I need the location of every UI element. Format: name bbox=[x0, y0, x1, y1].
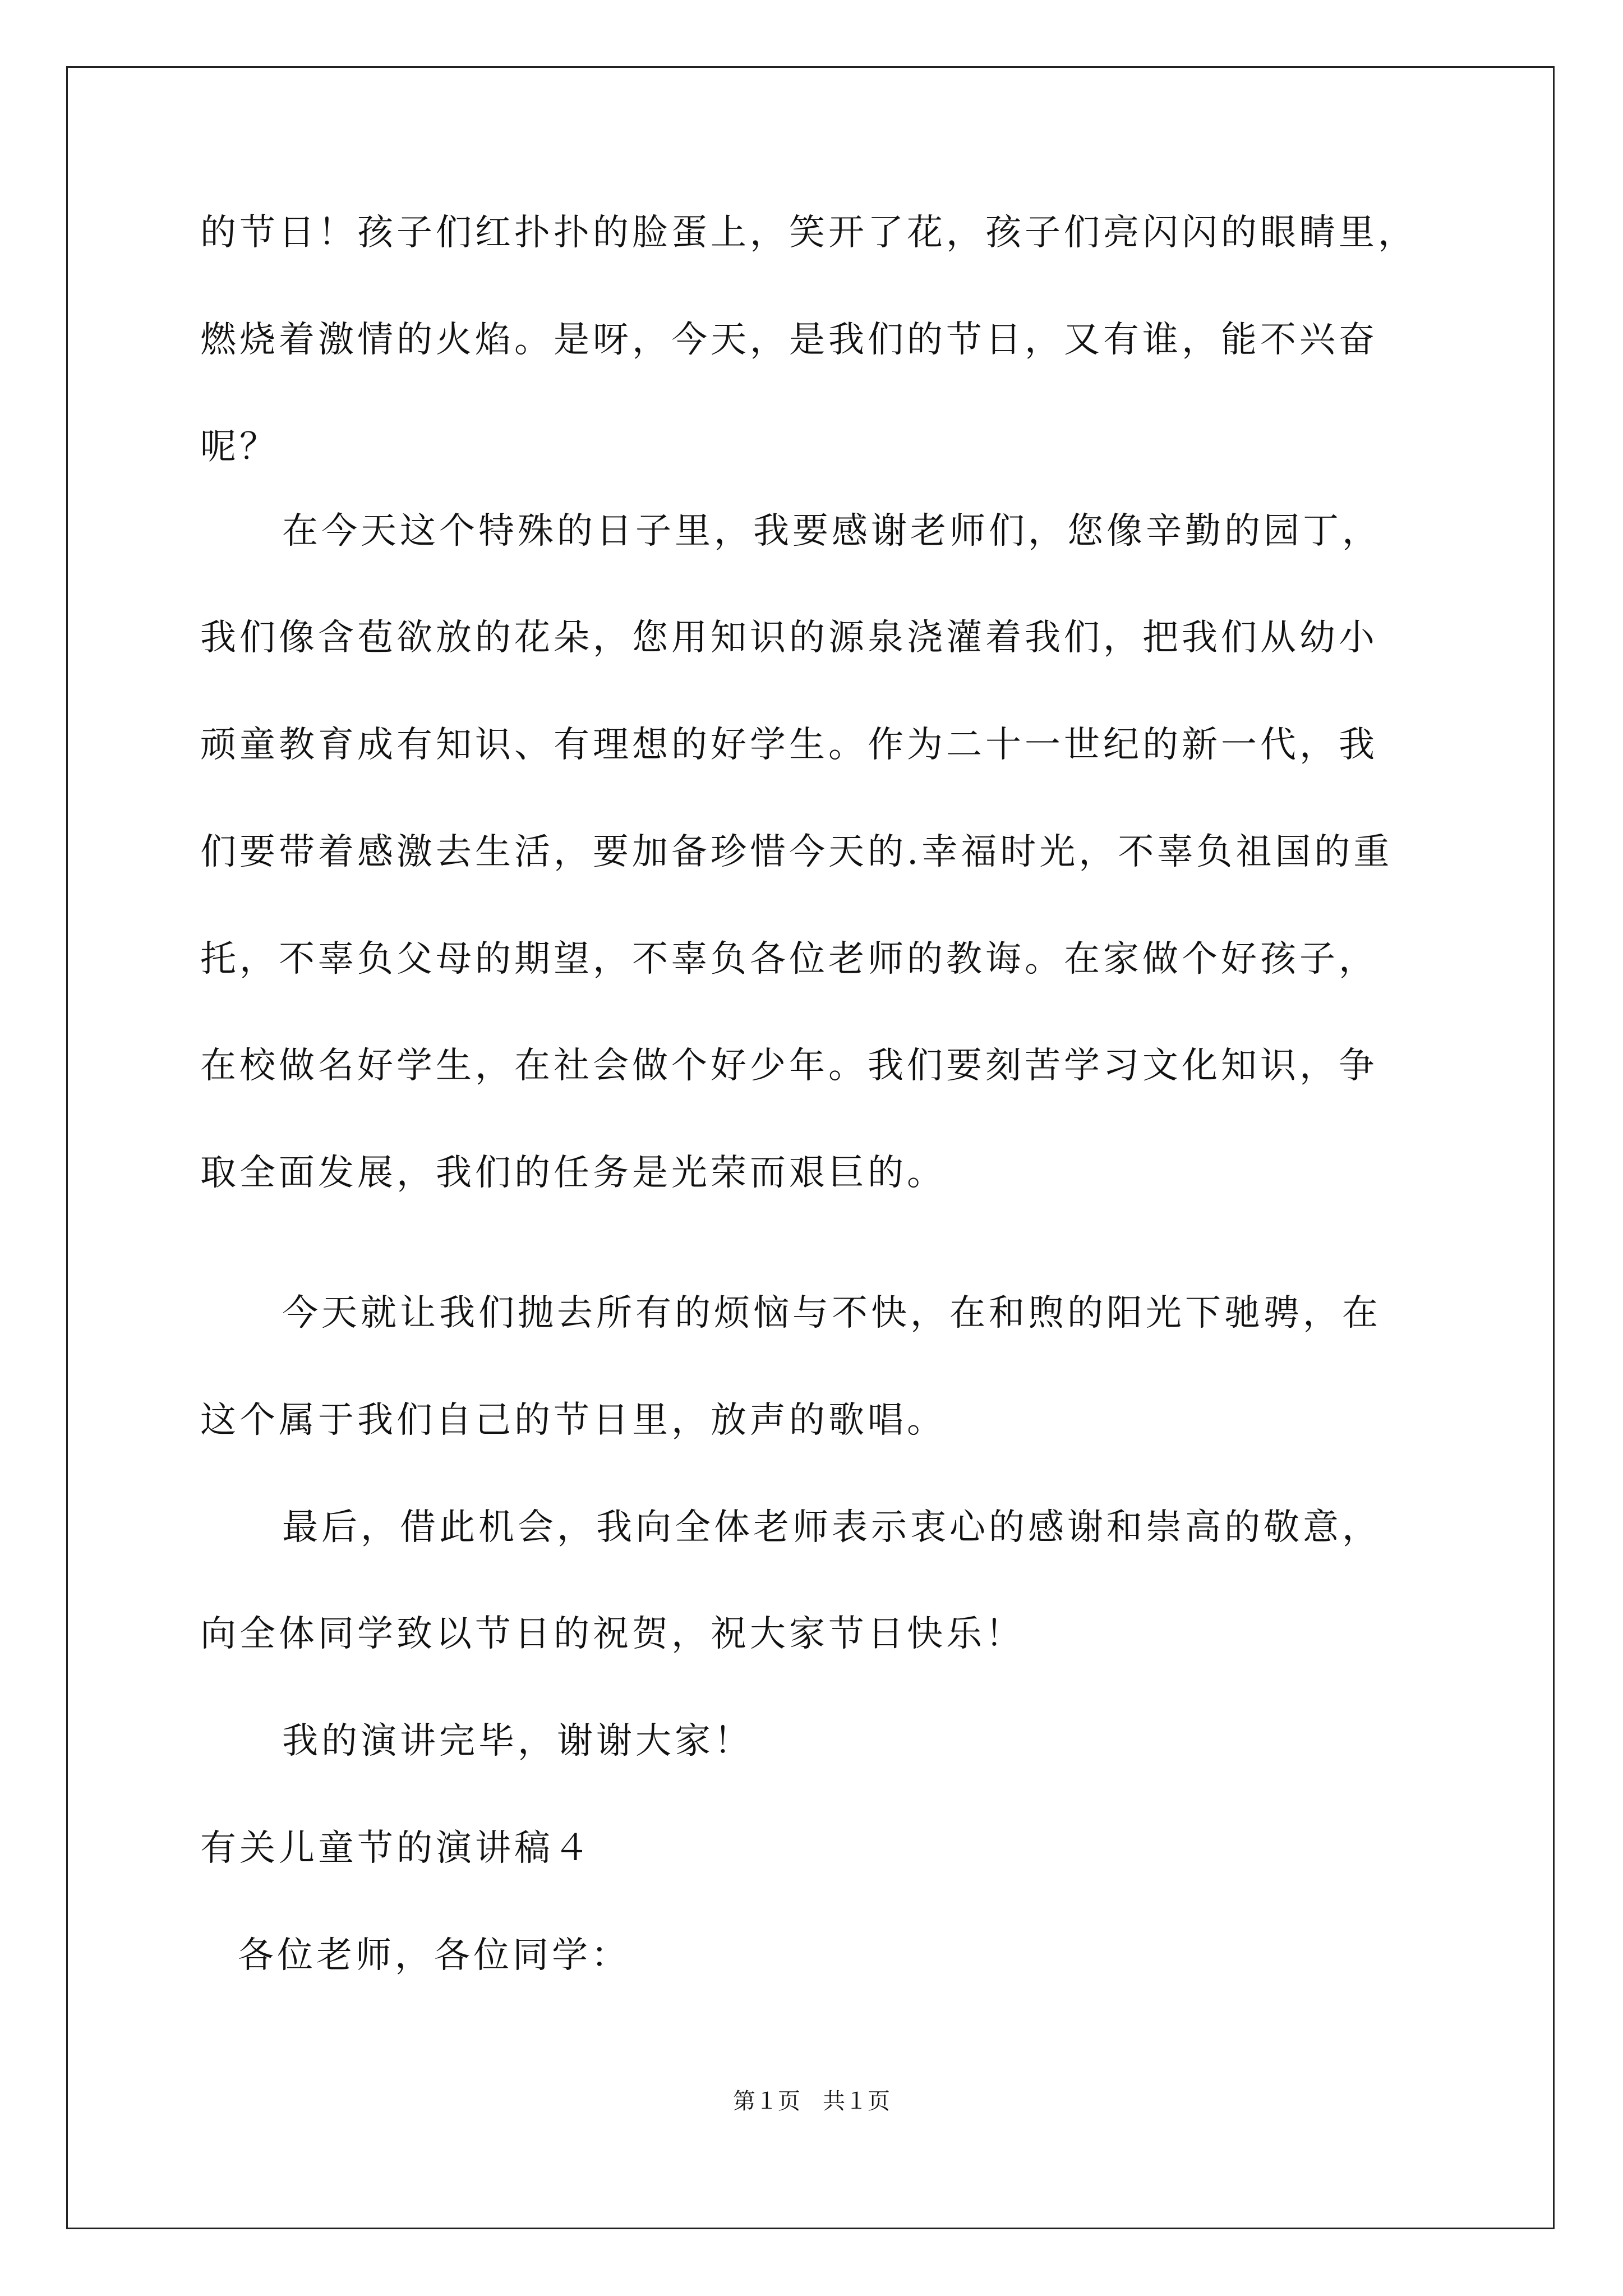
paragraph-line: 在今天这个特殊的日子里，我要感谢老师们，您像辛勤的园丁， bbox=[282, 510, 1381, 552]
paragraph-line: 最后，借此机会，我向全体老师表示衷心的感谢和崇高的敬意， bbox=[282, 1507, 1381, 1548]
paragraph-line: 我们像含苞欲放的花朵，您用知识的源泉浇灌着我们，把我们从幼小 bbox=[200, 617, 1378, 659]
paragraph-line: 顽童教育成有知识、有理想的好学生。作为二十一世纪的新一代，我 bbox=[200, 724, 1378, 766]
paragraph-line: 这个属于我们自己的节日里，放声的歌唱。 bbox=[200, 1400, 946, 1441]
paragraph-line: 们要带着感激去生活，要加备珍惜今天的.幸福时光，不辜负祖国的重 bbox=[200, 831, 1393, 873]
paragraph-line: 的节日！孩子们红扑扑的脸蛋上，笑开了花，孩子们亮闪闪的眼睛里， bbox=[200, 212, 1417, 254]
paragraph-line: 燃烧着激情的火焰。是呀，今天，是我们的节日，又有谁，能不兴奋 bbox=[200, 319, 1378, 361]
paragraph-line: 在校做名好学生，在社会做个好少年。我们要刻苦学习文化知识，争 bbox=[200, 1045, 1378, 1087]
page-border bbox=[66, 66, 1555, 2229]
page-number-footer: 第１页 共１页 bbox=[733, 2088, 890, 2114]
paragraph-line: 我的演讲完毕，谢谢大家！ bbox=[282, 1720, 753, 1762]
paragraph-line: 向全体同学致以节日的祝贺，祝大家节日快乐！ bbox=[200, 1613, 1025, 1655]
paragraph-line: 取全面发展，我们的任务是光荣而艰巨的。 bbox=[200, 1152, 946, 1194]
paragraph-line: 今天就让我们抛去所有的烦恼与不快，在和煦的阳光下驰骋，在 bbox=[282, 1292, 1381, 1334]
section-heading: 有关儿童节的演讲稿４ bbox=[200, 1828, 593, 1869]
paragraph-line: 呢？ bbox=[200, 426, 279, 468]
salutation-line: 各位老师，各位同学： bbox=[238, 1935, 630, 1976]
paragraph-line: 托，不辜负父母的期望，不辜负各位老师的教诲。在家做个好孩子， bbox=[200, 938, 1378, 980]
